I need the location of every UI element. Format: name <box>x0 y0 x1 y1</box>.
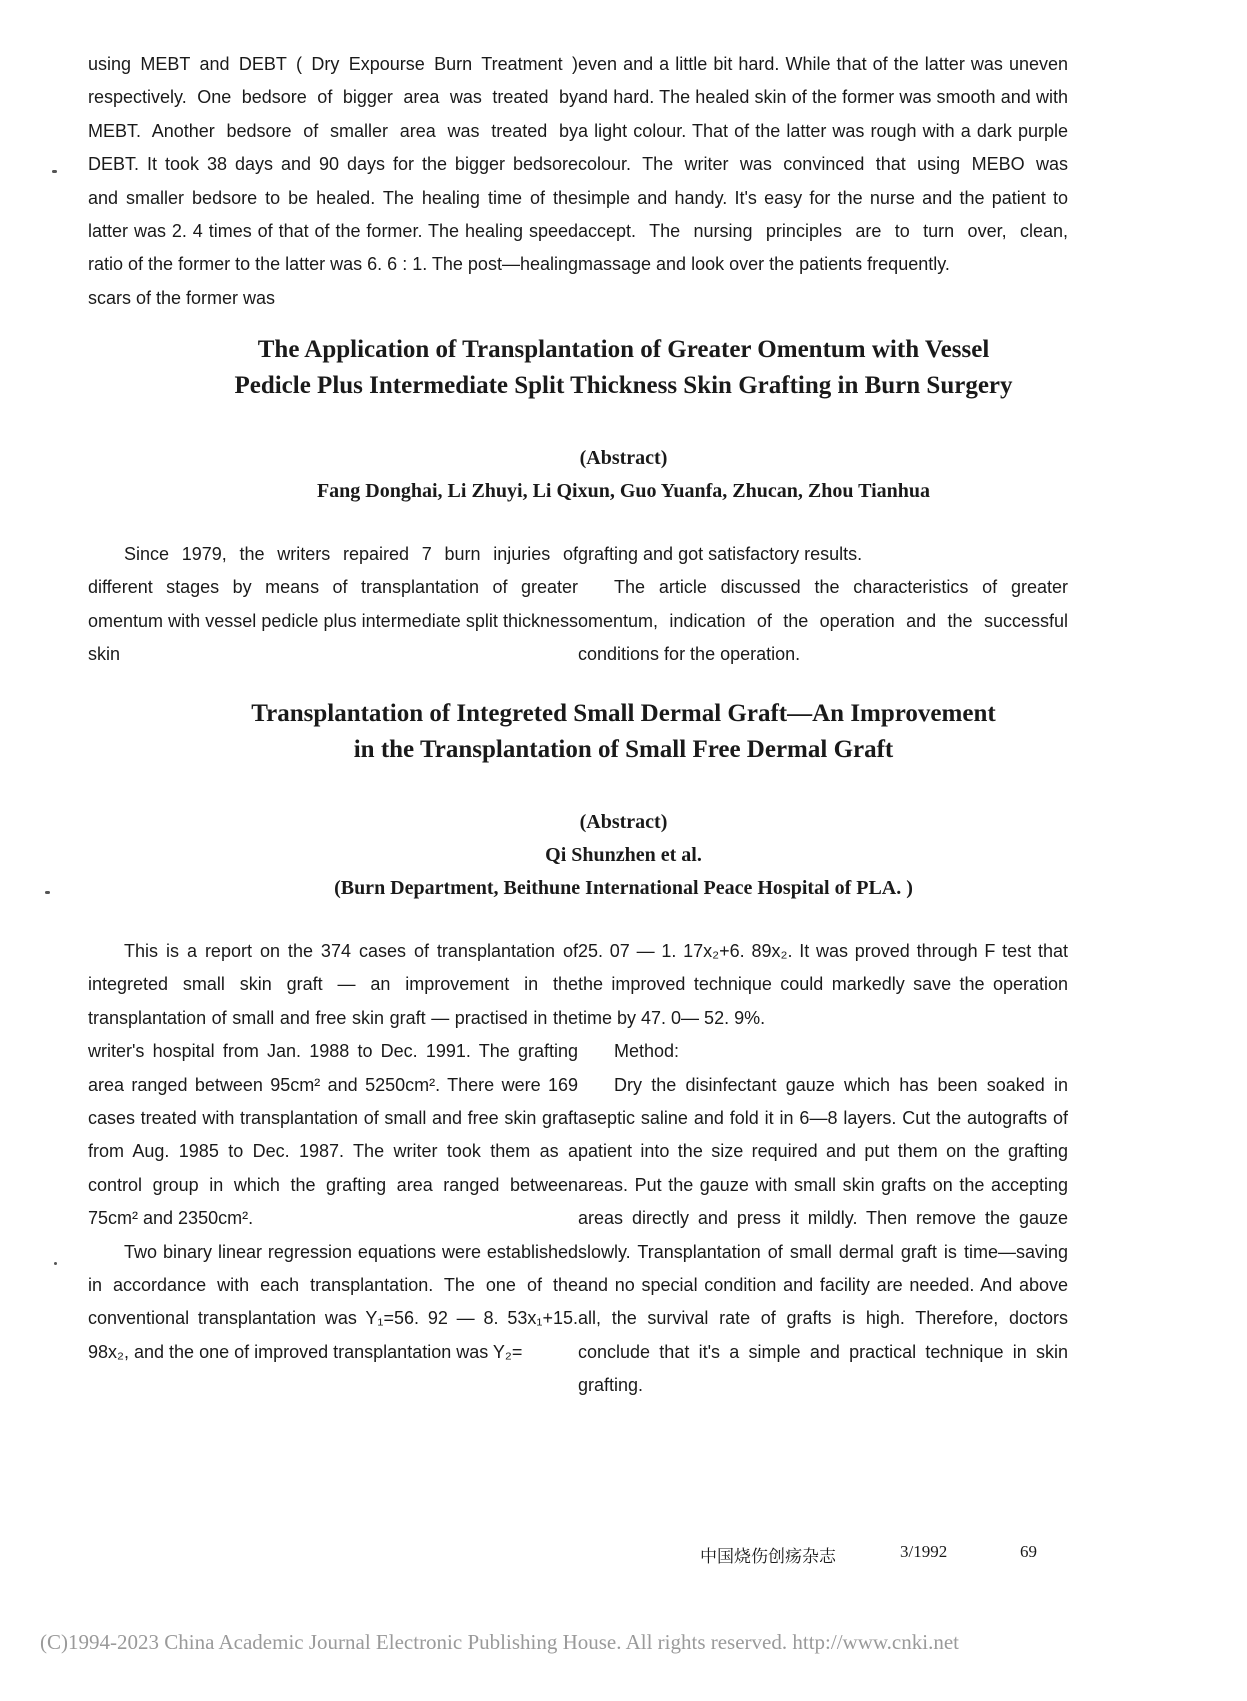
article1-right-paragraph-1: grafting and got satisfactory results. <box>578 544 863 564</box>
article2-left-paragraph-2: Two binary linear regression equations were established in accordance with each transplantation. The one of the conventional transplantation was Y₁=56. 92 — 8. 53x₁+15. 98x₂, and the one of improved transplantation was Y₂= <box>88 1241 578 1362</box>
article1-abstract-label: (Abstract) <box>579 447 668 469</box>
scan-speck <box>45 891 50 894</box>
article2-title-line2: in the Transplantation of Small Free Dermal Graft <box>353 736 894 763</box>
top-right-text: even and a little bit hard. While that of the latter was uneven and hard. The healed skin of the former was smooth and with a light colour. That of the latter was rough with a dark purple colour. The writer was convinced that using MEBO was simple and handy. It's easy for the nurse and the patient to accept. The nursing principles are to turn over, clean, massage and look over the patients frequently. <box>578 54 1068 275</box>
article2-title-line1: Transplantation of Integreted Small Dermal Graft—An Improvement <box>251 700 996 727</box>
article2-left-column <box>88 935 578 1403</box>
journal-name: 中国烧伤创疡杂志 <box>700 1547 836 1566</box>
article2-affiliation: (Burn Department, Beithune International Peace Hospital of PLA. ) <box>334 877 913 899</box>
article2-body <box>88 935 1068 1403</box>
article1-left-paragraph: Since 1979, the writers repaired 7 burn injuries of different stages by means of transplantation of greater omentum with vessel pedicle plus intermediate split thickness skin <box>88 544 578 665</box>
article2-method-label: Method: <box>614 1041 680 1062</box>
issue-number: 3/1992 <box>900 1542 948 1561</box>
article1-right-column <box>578 538 1068 672</box>
top-continuation <box>88 48 1068 315</box>
top-right-column <box>578 48 1068 315</box>
top-left-column <box>88 48 578 315</box>
article2-authors: Qi Shunzhen et al. <box>545 844 702 866</box>
article1-body <box>88 538 1068 672</box>
article1-authors: Fang Donghai, Li Zhuyi, Li Qixun, Guo Yuanfa, Zhucan, Zhou Tianhua <box>316 480 931 502</box>
article1-left-column <box>88 538 578 672</box>
article2-right-column <box>578 935 1068 1403</box>
scan-speck <box>52 170 57 173</box>
page-number: 69 <box>1020 1542 1037 1561</box>
article2-right-paragraph-1: 25. 07 — 1. 17x₂+6. 89x₂. It was proved through F test that the improved technique could markedly save the operation time by 47. 0— 52. 9%. <box>578 941 1068 1028</box>
page-footer <box>700 1542 1120 1567</box>
copyright-notice: (C)1994-2023 China Academic Journal Electronic Publishing House. All rights reserved. http://www.cnki.net <box>40 1630 959 1654</box>
scan-speck <box>54 1262 57 1265</box>
article2-abstract-label: (Abstract) <box>579 811 668 833</box>
article2-left-paragraph-1: This is a report on the 374 cases of transplantation of integreted small skin graft — an improvement in the transplantation of small and free skin graft — practised in the writer's hospital from Jan. 1988 to Dec. 1991. The grafting area ranged between 95cm² and 5250cm². There were 169 cases treated with transplantation of small and free skin graft from Aug. 1985 to Dec. 1987. The writer took them as a control group in which the grafting area ranged between 75cm² and 2350cm². <box>88 941 578 1229</box>
article2-method-text: Dry the disinfectant gauze which has been soaked in aseptic saline and fold it in 6—8 layers. Cut the autografts of patient into the size required and put them on the grafting areas. Put the gauze with small skin grafts on the accepting areas directly and press it mildly. Then remove the gauze slowly. Transplantation of small dermal graft is time—saving and no special condition and facility are needed. And above all, the survival rate of grafts is high. Therefore, doctors conclude that it's a simple and practical technique in skin grafting. <box>578 1074 1068 1396</box>
top-left-text: using MEBT and DEBT ( Dry Expourse Burn Treatment ) respectively. One bedsore of bigger area was treated by MEBT. Another bedsore of smaller area was treated by DEBT. It took 38 days and 90 days for the bigger bedsore and smaller bedsore to be healed. The healing time of the latter was 2. 4 times of that of the former. The healing speed ratio of the former to the latter was 6. 6 : 1. The post—healing scars of the former was <box>88 54 578 308</box>
article1-right-paragraph-2: The article discussed the characteristics of greater omentum, indication of the operation and the successful conditions for the operation. <box>578 577 1068 665</box>
article1-title-line1: The Application of Transplantation of Greater Omentum with Vessel <box>257 336 990 363</box>
article1-title-line2: Pedicle Plus Intermediate Split Thickness Skin Grafting in Burn Surgery <box>234 372 1013 399</box>
